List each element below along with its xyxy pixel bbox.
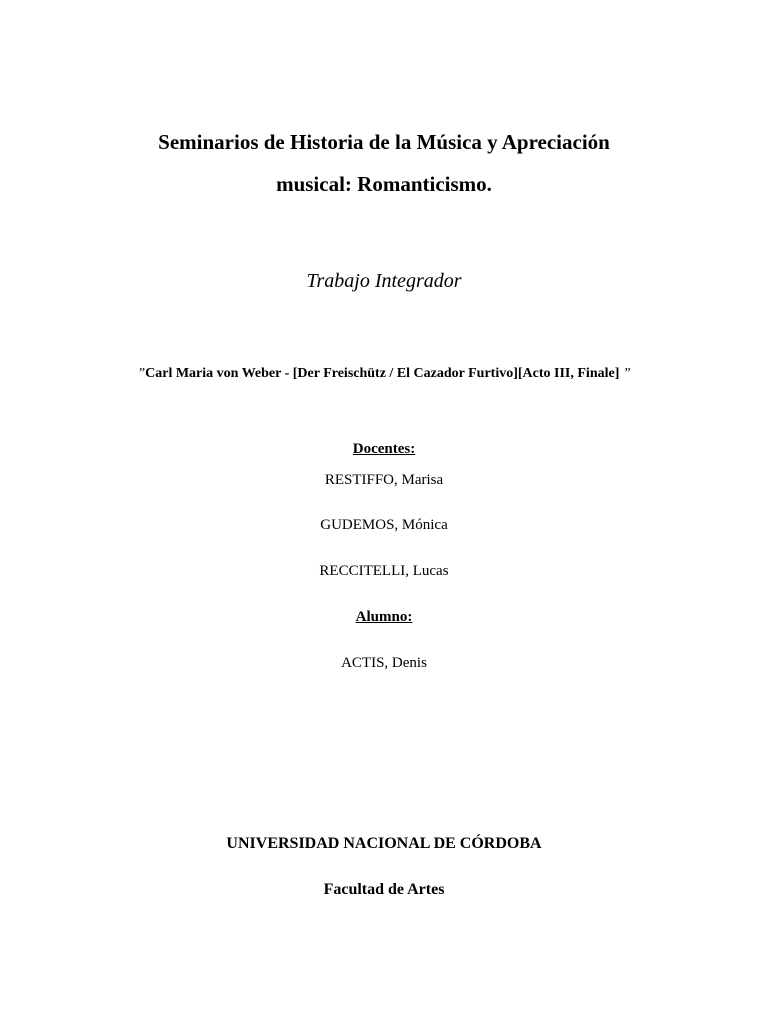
document-subtitle: Trabajo Integrador [306,270,462,292]
work-title [0,367,768,381]
teacher-name: GUDEMOS, Mónica [320,517,448,533]
faculty-name: Facultad de Artes [323,881,445,898]
work-title-text: Carl Maria von Weber - [Der Freischütz / El Cazador Furtivo][Acto III, Finale] [145,366,623,381]
document-title-line-1: Seminarios de Historia de la Música y Apreciación [158,130,610,154]
university-name: UNIVERSIDAD NACIONAL DE CÓRDOBA [226,835,542,852]
teacher-name: RESTIFFO, Marisa [324,472,444,488]
document-title-line-2: musical: Romanticismo. [276,172,492,196]
student-name: ACTIS, Denis [341,655,427,671]
teachers-heading: Docentes: [352,441,416,457]
student-heading: Alumno: [355,609,413,625]
work-open-quote: ” [137,366,146,381]
work-close-quote: ” [622,366,631,381]
teacher-name: RECCITELLI, Lucas [319,563,449,579]
